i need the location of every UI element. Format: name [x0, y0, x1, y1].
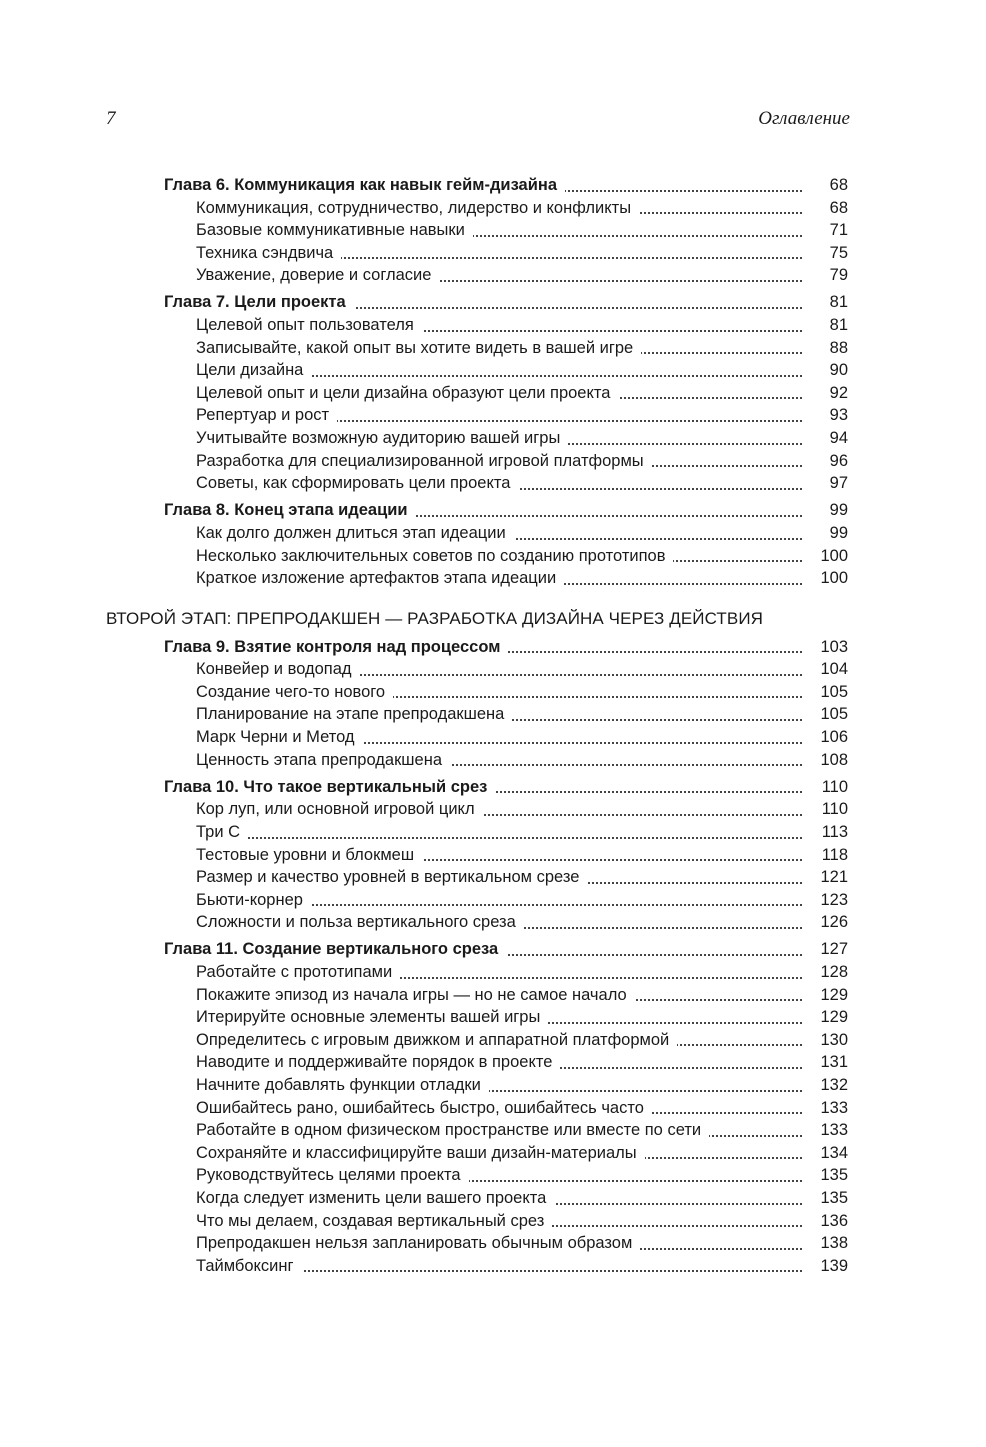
toc-entry-leader [196, 197, 802, 220]
toc-entry-page: 106 [820, 728, 848, 747]
toc-entry-title: Несколько заключительных советов по созданию прототипов [196, 547, 673, 565]
toc-entry-title: Цели дизайна [196, 361, 311, 379]
toc-entry-page: 75 [829, 243, 848, 262]
toc-entry-leader [196, 545, 802, 568]
toc-entry-page: 133 [820, 1121, 848, 1140]
toc-chapter-entry[interactable] [106, 174, 848, 197]
toc-entry-leader [196, 911, 802, 934]
toc-entry-leader [196, 1187, 802, 1210]
toc-entry-page: 134 [820, 1143, 848, 1162]
toc-section-entry[interactable] [106, 404, 848, 427]
toc-entry-title: Коммуникация, сотрудничество, лидерство и конфликты [196, 199, 639, 217]
toc-entry-leader [164, 174, 802, 197]
toc-section-entry[interactable] [106, 1164, 848, 1187]
toc-entry-page: 136 [820, 1211, 848, 1230]
toc-entry-title: Покажите эпизод из начала игры — но не самое начало [196, 986, 635, 1004]
toc-entry-page: 126 [820, 913, 848, 932]
toc-section-entry[interactable] [106, 984, 848, 1007]
toc-entry-leader [196, 866, 802, 889]
toc-entry-leader [164, 291, 802, 314]
toc-section-entry[interactable] [106, 450, 848, 473]
toc-entry-leader [196, 359, 802, 382]
toc-entry-title: Глава 7. Цели проекта [164, 293, 354, 311]
page-header [106, 108, 850, 132]
toc-section-entry[interactable] [106, 1097, 848, 1120]
toc-entry-leader [196, 427, 802, 450]
toc-entry-leader [196, 681, 802, 704]
toc-entry-page: 129 [820, 1008, 848, 1027]
toc-entry-page: 81 [829, 293, 848, 312]
toc-entry-title: Ценность этапа препродакшена [196, 751, 450, 769]
toc-entry-title: Когда следует изменить цели вашего проекта [196, 1189, 554, 1207]
toc-entry-leader [196, 703, 802, 726]
toc-entry-leader [196, 314, 802, 337]
toc-entry-page: 128 [820, 963, 848, 981]
toc-section-entry[interactable] [106, 337, 848, 360]
toc-entry-page: 94 [829, 429, 848, 448]
toc-entry-title: Планирование на этапе препродакшена [196, 705, 512, 723]
toc-section-entry[interactable] [106, 1051, 848, 1074]
toc-entry-page: 71 [829, 221, 848, 240]
toc-section-entry[interactable] [106, 1210, 848, 1233]
toc-entry-page: 129 [820, 985, 848, 1004]
toc-entry-page: 113 [821, 822, 848, 841]
toc-section-entry[interactable] [106, 961, 848, 984]
toc-entry-page: 99 [829, 523, 848, 542]
toc-section-entry[interactable] [106, 821, 848, 844]
toc-entry-title: Техника сэндвича [196, 244, 341, 262]
toc-entry-leader [196, 1164, 802, 1187]
toc-entry-leader [196, 337, 802, 360]
toc-entry-page: 130 [820, 1030, 848, 1049]
toc-entry-title: Репертуар и рост [196, 406, 337, 424]
toc-entry-leader [196, 219, 802, 242]
toc-entry-page: 100 [820, 569, 848, 588]
toc-entry-page: 104 [820, 660, 848, 679]
toc-entry-leader [196, 658, 802, 681]
toc-entry-leader [196, 1074, 802, 1097]
toc-entry-page: 110 [821, 800, 848, 819]
toc-entry-leader [196, 749, 802, 772]
toc-section-entry[interactable] [106, 359, 848, 382]
toc-entry-leader [196, 472, 802, 495]
toc-section-entry[interactable] [106, 242, 848, 265]
toc-entry-leader [164, 776, 802, 799]
toc-entry-title: Как долго должен длиться этап идеации [196, 524, 514, 542]
toc-entry-title: Работайте в одном физическом пространстве или вместе по сети [196, 1121, 709, 1139]
toc-entry-page: 90 [829, 361, 848, 380]
toc-chapter-entry[interactable] [106, 499, 848, 522]
toc-entry-page: 138 [820, 1234, 848, 1253]
toc-chapter-entry[interactable] [106, 776, 848, 799]
toc-entry-page: 118 [821, 845, 848, 864]
toc-chapter-entry[interactable] [106, 636, 848, 659]
toc-section-entry[interactable] [106, 1142, 848, 1165]
toc-section-entry[interactable] [106, 219, 848, 242]
toc-entry-leader [196, 984, 802, 1007]
toc-entry-title: Записывайте, какой опыт вы хотите видеть в вашей игре [196, 339, 641, 357]
toc-section-entry[interactable] [106, 658, 848, 681]
toc-section-entry[interactable] [106, 889, 848, 912]
toc-entry-title: Базовые коммуникативные навыки [196, 221, 473, 239]
toc-section-entry[interactable] [106, 472, 848, 495]
toc-entry-title: Учитывайте возможную аудиторию вашей игры [196, 429, 568, 447]
toc-section-entry[interactable] [106, 1074, 848, 1097]
toc-entry-page: 135 [820, 1188, 848, 1207]
toc-entry-title: Препродакшен нельзя запланировать обычным образом [196, 1234, 640, 1252]
running-title: Оглавление [758, 108, 850, 129]
toc-entry-title: Руководствуйтесь целями проекта [196, 1166, 469, 1184]
toc-entry-leader [196, 1006, 802, 1029]
toc-section-entry[interactable] [106, 703, 848, 726]
toc-entry-title: Кор луп, или основной игровой цикл [196, 800, 483, 818]
toc-entry-page: 100 [820, 546, 848, 565]
toc-entry-title: Глава 6. Коммуникация как навык гейм-дизайна [164, 176, 565, 194]
toc-section-entry[interactable] [106, 1232, 848, 1255]
toc-entry-page: 105 [820, 705, 848, 724]
toc-section-entry[interactable] [106, 798, 848, 821]
toc-section-entry[interactable] [106, 264, 848, 287]
toc-entry-page: 139 [820, 1256, 848, 1275]
toc-entry-title: Наводите и поддерживайте порядок в проекте [196, 1053, 560, 1071]
toc-entry-leader [196, 961, 802, 984]
toc-entry-leader [196, 450, 802, 473]
toc-entry-page: 99 [829, 501, 848, 520]
toc-entry-title: Уважение, доверие и согласие [196, 266, 439, 284]
toc-entry-leader [196, 1210, 802, 1233]
toc-section-entry[interactable] [106, 382, 848, 405]
toc-entry-page: 110 [821, 777, 848, 796]
toc-entry-leader [196, 1097, 802, 1120]
toc-entry-page: 88 [829, 338, 848, 357]
toc-entry-leader [196, 404, 802, 427]
toc-entry-title: Определитесь с игровым движком и аппаратной платформой [196, 1031, 677, 1049]
toc-entry-page: 121 [820, 868, 848, 887]
toc-entry-page: 93 [829, 406, 848, 425]
toc-entry-page: 135 [820, 1166, 848, 1185]
toc-section-entry[interactable] [106, 844, 848, 867]
toc-entry-title: Сохраняйте и классифицируйте ваши дизайн-материалы [196, 1144, 645, 1162]
toc-section-entry[interactable] [106, 545, 848, 568]
toc-entry-title: Таймбоксинг [196, 1257, 302, 1275]
toc-entry-leader [164, 636, 802, 659]
toc-entry-page: 133 [820, 1098, 848, 1117]
toc-entry-title: Ошибайтесь рано, ошибайтесь быстро, ошибайтесь часто [196, 1099, 652, 1117]
toc-entry-leader [196, 889, 802, 912]
toc-entry-title: Размер и качество уровней в вертикальном срезе [196, 868, 587, 886]
toc-entry-leader [196, 1142, 802, 1165]
toc-entry-title: Три С [196, 823, 248, 841]
toc-entry-leader [196, 798, 802, 821]
toc-chapter-entry[interactable] [106, 938, 848, 961]
toc-section-entry[interactable] [106, 1255, 848, 1278]
toc-entry-leader [196, 1232, 802, 1255]
toc-entry-title: Бьюти-корнер [196, 891, 311, 909]
toc-entry-title: Глава 9. Взятие контроля над процессом [164, 638, 508, 656]
toc-entry-title: Итерируйте основные элементы вашей игры [196, 1008, 548, 1026]
toc-entry-leader [196, 567, 802, 590]
toc-entry-title: Что мы делаем, создавая вертикальный срез [196, 1212, 552, 1230]
toc-section-entry[interactable] [106, 314, 848, 337]
toc-entry-title: Глава 10. Что такое вертикальный срез [164, 778, 495, 796]
toc-section-entry[interactable] [106, 522, 848, 545]
toc-section-entry[interactable] [106, 1187, 848, 1210]
toc-entry-title: Создание чего-то нового [196, 683, 393, 701]
toc-entry-leader [196, 1029, 802, 1052]
toc-entry-title: Конвейер и водопад [196, 660, 360, 678]
toc-entry-page: 103 [820, 637, 848, 656]
toc-chapter-entry[interactable] [106, 291, 848, 314]
toc-section-entry[interactable] [106, 1119, 848, 1142]
toc-entry-page: 68 [829, 176, 848, 194]
toc-section-entry[interactable] [106, 1029, 848, 1052]
toc-entry-title: Краткое изложение артефактов этапа идеации [196, 569, 564, 587]
toc-entry-title: Целевой опыт пользователя [196, 316, 422, 334]
toc-entry-page: 96 [829, 451, 848, 470]
toc-entry-leader [164, 938, 802, 961]
toc-section-entry[interactable] [106, 726, 848, 749]
toc-entry-leader [196, 1051, 802, 1074]
part-heading: ВТОРОЙ ЭТАП: ПРЕПРОДАКШЕН — РАЗРАБОТКА ДИЗАЙНА ЧЕРЕЗ ДЕЙСТВИЯ [106, 608, 764, 628]
toc-entry-leader [196, 264, 802, 287]
toc-entry-page: 105 [820, 682, 848, 701]
toc-entry-title: Марк Черни и Метод [196, 728, 363, 746]
toc-entry-title: Разработка для специализированной игровой платформы [196, 452, 652, 470]
toc-entry-page: 92 [829, 383, 848, 402]
toc-entry-leader [196, 821, 802, 844]
toc-entry-page: 97 [829, 474, 848, 493]
toc-section-entry[interactable] [106, 749, 848, 772]
toc-entry-title: Глава 8. Конец этапа идеации [164, 501, 416, 519]
toc-section-entry[interactable] [106, 567, 848, 590]
toc-section-entry[interactable] [106, 427, 848, 450]
toc-section-entry[interactable] [106, 911, 848, 934]
toc-entry-title: Тестовые уровни и блокмеш [196, 846, 422, 864]
toc-section-entry[interactable] [106, 866, 848, 889]
toc-entry-page: 132 [820, 1075, 848, 1094]
toc-entry-page: 68 [829, 198, 848, 217]
toc-section-entry[interactable] [106, 197, 848, 220]
toc-entry-title: Сложности и польза вертикального среза [196, 913, 524, 931]
toc-entry-page: 127 [820, 940, 848, 959]
table-of-contents [106, 174, 848, 1277]
toc-entry-leader [196, 522, 802, 545]
toc-entry-leader [196, 1255, 802, 1278]
toc-entry-page: 123 [820, 890, 848, 909]
toc-section-entry[interactable] [106, 1006, 848, 1029]
toc-entry-leader [196, 1119, 802, 1142]
toc-entry-page: 131 [820, 1053, 848, 1072]
toc-entry-leader [196, 726, 802, 749]
toc-entry-leader [164, 499, 802, 522]
toc-section-entry[interactable] [106, 681, 848, 704]
toc-entry-page: 108 [820, 750, 848, 769]
toc-entry-title: Советы, как сформировать цели проекта [196, 474, 518, 492]
page-number: 7 [106, 108, 116, 129]
toc-entry-leader [196, 844, 802, 867]
toc-entry-page: 79 [829, 266, 848, 285]
toc-entry-page: 81 [829, 316, 848, 335]
toc-entry-leader [196, 242, 802, 265]
toc-entry-title: Работайте с прототипами [196, 963, 400, 981]
toc-entry-leader [196, 382, 802, 405]
toc-entry-title: Целевой опыт и цели дизайна образуют цели проекта [196, 384, 618, 402]
toc-entry-title: Начните добавлять функции отладки [196, 1076, 489, 1094]
toc-entry-title: Глава 11. Создание вертикального среза [164, 940, 506, 958]
